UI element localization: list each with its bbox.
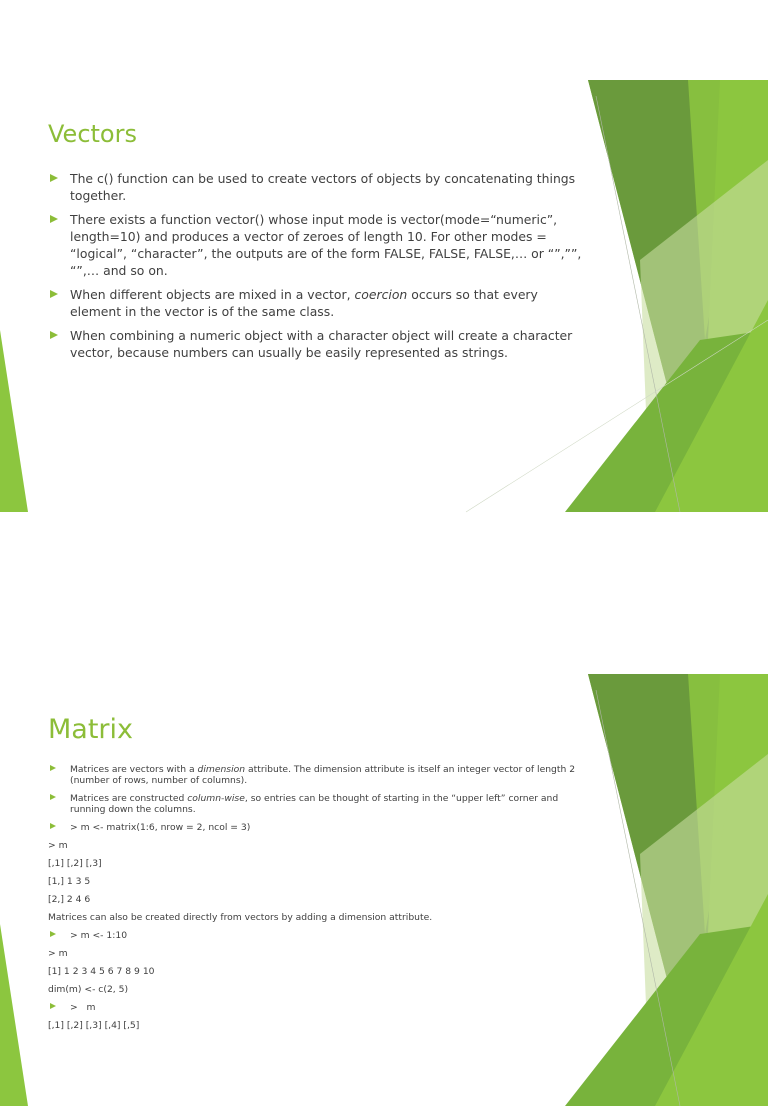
bullet-item: Matrices are vectors with a dimension attribute. The dimension attribute is itself an integer vector of length 2 (number of rows, number of columns). <box>48 764 588 786</box>
slide-title: Matrix <box>48 714 134 745</box>
code-line: [2,] 2 4 6 <box>48 894 91 905</box>
bullet-item: > m <- 1:10 <box>48 930 588 941</box>
bullet-arrow-icon <box>50 290 58 298</box>
bullet-item: When different objects are mixed in a vector, coercion occurs so that every element in the vector is of the same class. <box>48 286 588 320</box>
bullet-item: Matrices are constructed column-wise, so entries can be thought of starting in the “upper left” corner and running down the columns. <box>48 793 588 815</box>
bullet-arrow-icon <box>50 765 56 771</box>
bullet-arrow-icon <box>50 174 58 182</box>
bullet-item: > m <box>48 1002 588 1013</box>
code-line: > m <box>48 840 68 851</box>
bullet-item: The c() function can be used to create vectors of objects by concatenating things together. <box>48 170 588 204</box>
bullet-arrow-icon <box>50 331 58 339</box>
code-line: [,1] [,2] [,3] [,4] [,5] <box>48 1020 140 1031</box>
code-line: dim(m) <- c(2, 5) <box>48 984 129 995</box>
bullet-arrow-icon <box>50 1003 56 1009</box>
code-line: [,1] [,2] [,3] <box>48 858 102 869</box>
code-line: [1,] 1 3 5 <box>48 876 91 887</box>
bullet-arrow-icon <box>50 215 58 223</box>
text-line: Matrices can also be created directly from vectors by adding a dimension attribute. <box>48 912 433 923</box>
bullet-item: > m <- matrix(1:6, nrow = 2, ncol = 3) <box>48 822 588 833</box>
bullet-item: When combining a numeric object with a character object will create a character vector, because numbers can usually be easily represented as strings. <box>48 327 588 361</box>
slide-content <box>48 764 588 1038</box>
code-line: > m <box>48 948 68 959</box>
bullet-item: There exists a function vector() whose input mode is vector(mode=“numeric”, length=10) and produces a vector of zeroes of length 10. For other modes = “logical”, “character”, the outputs are of the form FALSE, FALSE, FALSE,… or “”,””, “”,… and so on. <box>48 211 588 279</box>
code-line: [1] 1 2 3 4 5 6 7 8 9 10 <box>48 966 155 977</box>
bullet-arrow-icon <box>50 794 56 800</box>
bullet-arrow-icon <box>50 823 56 829</box>
slide-title: Vectors <box>48 120 137 148</box>
slide-matrix <box>0 594 768 1031</box>
bullet-list <box>48 170 588 368</box>
slide-vectors <box>0 0 768 512</box>
bullet-arrow-icon <box>50 931 56 937</box>
